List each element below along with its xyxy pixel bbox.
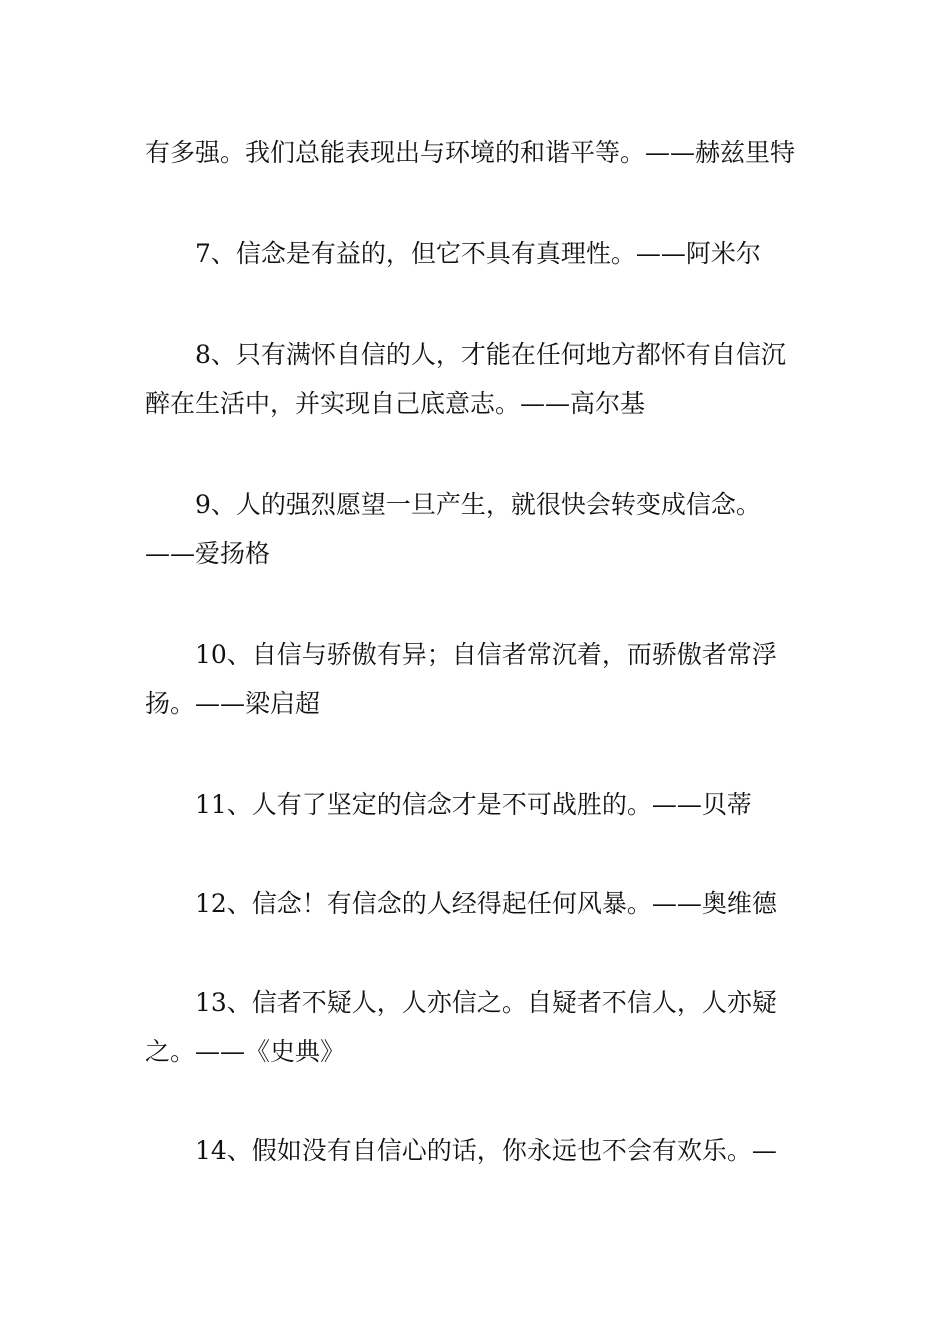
paragraph-quote-12: 12、信念！有信念的人经得起任何风暴。——奥维德: [195, 889, 777, 918]
paragraph-continuation: 有多强。我们总能表现出与环境的和谐平等。——赫兹里特: [145, 138, 796, 167]
paragraph-quote-10: 10、自信与骄傲有异；自信者常沉着，而骄傲者常浮扬。——梁启超: [145, 640, 777, 718]
paragraph-quote-7: 7、信念是有益的，但它不具有真理性。——阿米尔: [195, 239, 761, 268]
paragraph-quote-9: 9、人的强烈愿望一旦产生，就很快会转变成信念。——爱扬格: [145, 490, 761, 568]
paragraph-quote-13: 13、信者不疑人，人亦信之。自疑者不信人，人亦疑之。——《史典》: [145, 988, 777, 1066]
paragraph-quote-11: 11、人有了坚定的信念才是不可战胜的。——贝蒂: [195, 790, 752, 819]
paragraph-quote-14: 14、假如没有自信心的话，你永远也不会有欢乐。—: [195, 1136, 777, 1165]
document-body: [145, 128, 805, 1175]
paragraph-quote-8: 8、只有满怀自信的人，才能在任何地方都怀有自信沉醉在生活中，并实现自己底意志。——高尔基: [145, 340, 786, 418]
